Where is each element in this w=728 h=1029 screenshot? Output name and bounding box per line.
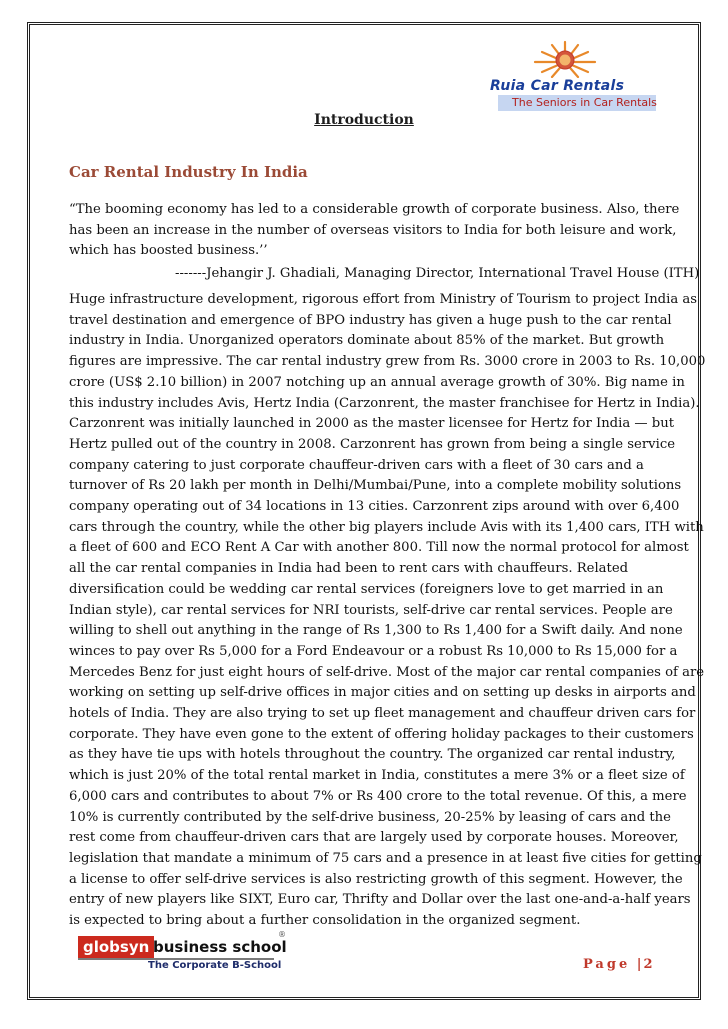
- body-line: willing to shell out anything in the range of Rs 1,300 to Rs 1,400 for a Swift daily. And none: [69, 623, 683, 639]
- ruia-brand-name: Ruia Car Rentals: [490, 78, 625, 94]
- business-school-wordmark: business school: [153, 938, 287, 956]
- body-line: travel destination and emergence of BPO industry has given a huge push to the car rental: [69, 312, 672, 328]
- page-number: [583, 957, 655, 972]
- body-line: turnover of Rs 20 lakh per month in Delhi/Mumbai/Pune, into a complete mobility solutions: [69, 478, 682, 494]
- body-line: Mercedes Benz for just eight hours of self-drive. Most of the major car rental companies of are: [69, 664, 705, 680]
- page-separator: |: [636, 957, 644, 972]
- page-number-value: 2: [643, 957, 655, 972]
- body-line: Hertz pulled out of the country in 2008. Carzonrent has grown from being a single service: [69, 436, 676, 452]
- ruia-car-rentals-logo: [490, 40, 660, 112]
- body-line: company catering to just corporate chauffeur-driven cars with a fleet of 30 cars and a: [69, 457, 644, 473]
- quote-attribution: -------Jehangir J. Ghadiali, Managing Director, International Travel House (ITH): [175, 266, 700, 281]
- body-line: hotels of India. They are also trying to set up fleet management and chauffeur driven cars for: [69, 706, 696, 722]
- body-line: entry of new players like SIXT, Euro car, Thrifty and Dollar over the last one-and-a-half years: [69, 892, 691, 908]
- body-line: winces to pay over Rs 5,000 for a Ford Endeavour or a robust Rs 10,000 to Rs 15,000 for a: [69, 643, 678, 659]
- body-line: this industry includes Avis, Hertz India (Carzonrent, the master franchisee for Hertz in India).: [69, 395, 700, 411]
- page-title: Introduction: [314, 112, 414, 128]
- quote-block: [69, 200, 680, 262]
- body-line: rest come from chauffeur-driven cars that are largely used by corporate houses. Moreover,: [69, 830, 679, 846]
- sun-burst-icon: [530, 40, 600, 78]
- globsyn-tagline: The Corporate B-School: [148, 960, 282, 971]
- registered-mark: ®: [278, 930, 286, 939]
- body-line: all the car rental companies in India had been to rent cars with chauffeurs. Related: [69, 561, 629, 577]
- body-line: corporate. They have even gone to the extent of offering holiday packages to their customers: [69, 726, 694, 742]
- body-line: working on setting up self-drive offices in major cities and on setting up desks in airports and: [69, 685, 696, 701]
- quote-line: “The booming economy has led to a considerable growth of corporate business. Also, there: [69, 202, 680, 217]
- body-line: which is just 20% of the total rental market in India, constitutes a mere 3% or a fleet size of: [69, 768, 685, 784]
- body-line: crore (US$ 2.10 billion) in 2007 notching up an annual average growth of 30%. Big name in: [69, 374, 685, 390]
- body-line: 10% is currently contributed by the self-drive business, 20-25% by leasing of cars and the: [69, 809, 671, 825]
- body-line: is expected to bring about a further consolidation in the organized segment.: [69, 913, 581, 929]
- quote-line: which has boosted business.’’: [69, 243, 268, 259]
- body-line: Indian style), car rental services for NRI tourists, self-drive car rental services. People are: [69, 602, 673, 618]
- body-line: company operating out of 34 locations in 13 cities. Carzonrent zips around with over 6,400: [69, 499, 680, 515]
- page-word: Page: [583, 957, 631, 972]
- ruia-tagline: The Seniors in Car Rentals: [498, 95, 656, 111]
- body-line: 6,000 cars and contributes to about 7% or Rs 400 crore to the total revenue. Of this, a mere: [69, 788, 687, 804]
- section-heading: Car Rental Industry In India: [69, 163, 308, 181]
- body-line: a license to offer self-drive services is also restricting growth of this segment. However, the: [69, 871, 683, 887]
- body-line: Huge infrastructure development, rigorous effort from Ministry of Tourism to project India as: [69, 292, 698, 307]
- globsyn-wordmark: globsyn: [78, 936, 154, 958]
- body-line: Carzonrent was initially launched in 2000 as the master licensee for Hertz for India — but: [69, 416, 675, 432]
- body-line: diversification could be wedding car rental services (foreigners love to get married in an: [69, 581, 664, 597]
- body-paragraph: [69, 290, 706, 932]
- globsyn-business-school-logo: [78, 930, 290, 976]
- body-line: as they have tie ups with hotels throughout the country. The organized car rental industry,: [69, 747, 676, 763]
- quote-line: has been an increase in the number of overseas visitors to India for both leisure and work,: [69, 222, 677, 238]
- body-line: cars through the country, while the other big players include Avis with its 1,400 cars, ITH with: [69, 519, 704, 535]
- body-line: a fleet of 600 and ECO Rent A Car with another 800. Till now the normal protocol for almost: [69, 540, 689, 556]
- body-line: figures are impressive. The car rental industry grew from Rs. 3000 crore in 2003 to Rs. 10,000: [69, 354, 706, 370]
- body-line: legislation that mandate a minimum of 75 cars and a presence in at least five cities for getting: [69, 850, 702, 866]
- body-line: industry in India. Unorganized operators dominate about 85% of the market. But growth: [69, 333, 665, 349]
